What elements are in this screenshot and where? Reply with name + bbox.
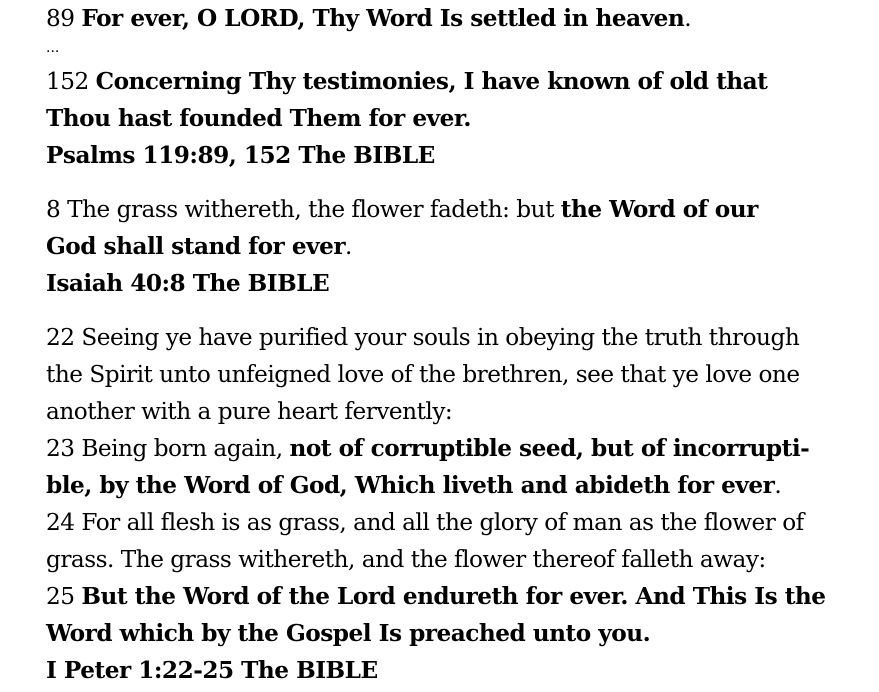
passage-peter (46, 319, 846, 689)
spacer (46, 174, 846, 191)
verse-text: another with a pure heart fervently: (46, 398, 453, 425)
verse-line (46, 578, 846, 615)
reference-text: I Peter 1:22-25 The BIBLE (46, 657, 378, 684)
verse-text-bold: God shall stand for ever (46, 233, 346, 260)
verse-line (46, 430, 846, 467)
verse-text: 152 (46, 68, 96, 95)
passage-psalms (46, 0, 846, 174)
passage-reference (46, 652, 846, 689)
verse-text: 23 Being born again, (46, 435, 290, 462)
verse-line (46, 504, 846, 541)
reference-text: Psalms 119:89, 152 The BIBLE (46, 142, 435, 169)
verse-line (46, 191, 846, 228)
verse-line (46, 393, 846, 430)
verse-text-bold: Thou hast founded Them for ever. (46, 105, 471, 132)
ellipsis: ... (46, 40, 60, 56)
verse-text: 8 The grass withereth, the flower fadeth: but (46, 196, 561, 223)
scripture-document (46, 0, 846, 689)
verse-text: 24 For all flesh is as grass, and all the glory of man as the flower of (46, 509, 804, 536)
verse-line (46, 541, 846, 578)
verse-line (46, 228, 846, 265)
verse-text-bold: the Word of our (560, 196, 758, 223)
passage-reference (46, 137, 846, 174)
verse-line (46, 100, 846, 137)
verse-text: grass. The grass withereth, and the flower thereof falleth away: (46, 546, 766, 573)
verse-line (46, 63, 846, 100)
verse-text: . (684, 5, 692, 32)
verse-line (46, 319, 846, 356)
verse-text: 22 Seeing ye have purified your souls in obeying the truth through (46, 324, 800, 351)
verse-text-bold: Concerning Thy testimonies, I have known of old that (95, 68, 768, 95)
verse-line (46, 356, 846, 393)
verse-line (46, 615, 846, 652)
passage-reference (46, 265, 846, 302)
verse-text-bold: not of corruptible seed, but of incorrupti- (289, 435, 810, 462)
verse-line (46, 0, 846, 37)
reference-text: Isaiah 40:8 The BIBLE (46, 270, 330, 297)
passage-isaiah (46, 191, 846, 302)
verse-text-bold: But the Word of the Lord endureth for ever. And This Is the (81, 583, 826, 610)
verse-text: . (345, 233, 352, 260)
verse-text: the Spirit unto unfeigned love of the brethren, see that ye love one (46, 361, 800, 388)
verse-text: 25 (46, 583, 82, 610)
verse-text-bold: For ever, O LORD, Thy Word Is settled in heaven (81, 5, 685, 32)
verse-text: . (774, 472, 782, 499)
verse-line (46, 467, 846, 504)
verse-text-bold: Word which by the Gospel Is preached unto you. (46, 620, 651, 647)
verse-text-bold: ble, by the Word of God, Which liveth and abideth for ever (46, 472, 775, 499)
verse-text: 89 (46, 5, 82, 32)
spacer (46, 302, 846, 319)
